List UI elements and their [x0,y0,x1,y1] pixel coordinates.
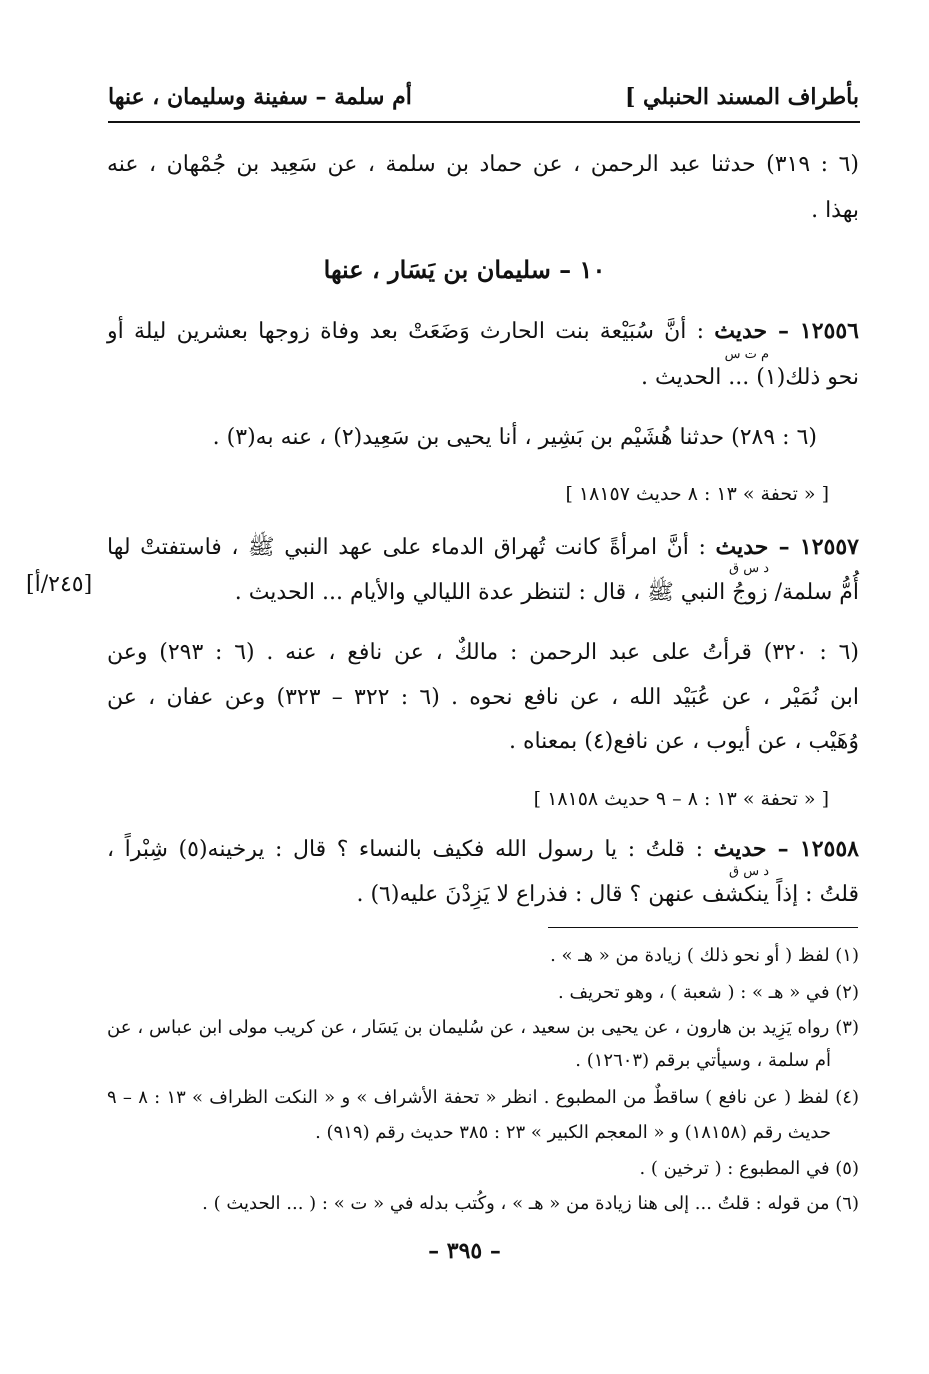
margin-folio-note: [٢٤٥/أ] [26,572,93,597]
running-header-chapter-title: أم سلمة – سفينة وسليمان ، عنها [108,84,412,110]
hadith-12557-isnad-line-1: (٦ : ٣٢٠) قرأتُ على عبد الرحمن : مالكٌ ، عن نافع ، عنه . (٦ : ٢٩٣) وعن [107,640,859,665]
hadith-12557-sigla: د س ق [728,561,769,576]
hadith-number: ١٢٥٥٨ – حديث [713,836,859,862]
hadith-12556-sigla: م ت س [724,347,769,362]
intro-isnad-line-1: (٦ : ٣١٩) حدثنا عبد الرحمن ، عن حماد بن سلمة ، عن سَعِيد بن جُمْهان ، عنه [107,152,859,177]
footnote-3-continued: أم سلمة ، وسيأتي برقم (١٢٦٠٣) . [575,1050,831,1071]
hadith-12558-line-2: قلتُ : إذاً ينكشف عنهن ؟ قال : فذراع لا يَزِدْنَ عليه(٦) . [356,882,859,907]
footnote-3: (٣) رواه يَزِيد بن هارون ، عن يحيى بن سعيد ، عن سُليمان بن يَسَار ، عن كريب مولى ابن عباس ، عن [107,1017,859,1038]
hadith-12556-isnad: (٦ : ٢٨٩) حدثنا هُشَيْم بن بَشِير ، أنا يحيى بن سَعِيد(٢) ، عنه به(٣) . [212,425,817,450]
hadith-12558-line-1 [107,836,859,862]
footnote-5: (٥) في المطبوع : ( ترخين ) . [639,1158,859,1179]
footnote-2: (٢) في « هـ » : ( شعبة ) ، وهو تحريف . [558,982,859,1003]
hadith-12558-sigla: د س ق [728,864,769,879]
hadith-text: : أنَّ سُبَيْعة بنت الحارث وَضَعَتْ بعد وفاة زوجها بعشرين ليلة أو [107,319,705,344]
section-title: ١٠ – سليمان بن يَسَار ، عنها [323,255,606,284]
hadith-12556-line-1 [107,318,859,344]
hadith-text: : أنَّ امرأةً كانت تُهراق الدماء على عهد النبي ﷺ ، فاستفتتْ لها [107,535,706,560]
hadith-number: ١٢٥٥٦ – حديث [714,318,859,344]
hadith-12556-line-2: نحو ذلك(١) ... الحديث . [641,365,859,390]
hadith-12557-isnad-line-3: وُهَيْب ، عن أيوب ، عن نافع(٤) بمعناه . [508,729,859,754]
footnote-divider [548,927,858,928]
header-divider [108,121,860,123]
hadith-text: : قلتُ : يا رسول الله فكيف بالنساء ؟ قال : يرخينه(٥) شِبْراً ، [107,837,704,862]
footnote-1: (١) لفظ ( أو نحو ذلك ) زيادة من « هـ » . [550,945,859,966]
intro-isnad-line-2: بهذا . [811,198,859,223]
footnote-4-continued: حديث رقم (١٨١٥٨) و « المعجم الكبير » ٢٣ : ٣٨٥ حديث رقم (٩١٩) . [315,1122,831,1143]
hadith-12557-line-2: أُمُّ سلمة/ زوجُ النبي ﷺ ، قال : لتنظر عدة الليالي والأيام ... الحديث . [234,580,859,605]
hadith-12557-isnad-line-2: ابن نُمَيْر ، عن عُبَيْد الله ، عن نافع نحوه . (٦ : ٣٢٢ – ٣٢٣) وعن عفان ، عن [107,685,859,710]
hadith-number: ١٢٥٥٧ – حديث [715,534,859,560]
hadith-12557-tuhfa-ref: [ « تحفة » ١٣ : ٨ – ٩ حديث ١٨١٥٨ ] [533,788,829,810]
page-number: – ٣٩٥ – [428,1238,501,1264]
footnote-4: (٤) لفظ ( عن نافع ) ساقطٌ من المطبوع . انظر « تحفة الأشراف » و « النكت الظراف » ١٣ : ٨ – ٩ [107,1087,859,1108]
running-header-book-title: بأطراف المسند الحنبلي ] [624,84,859,110]
footnote-6: (٦) من قوله : قلتُ ... إلى هنا زيادة من « هـ » ، وكُتب بدله في « ت » : ( ... الحديث ) . [202,1193,859,1214]
hadith-12556-tuhfa-ref: [ « تحفة » ١٣ : ٨ حديث ١٨١٥٧ ] [565,483,829,505]
